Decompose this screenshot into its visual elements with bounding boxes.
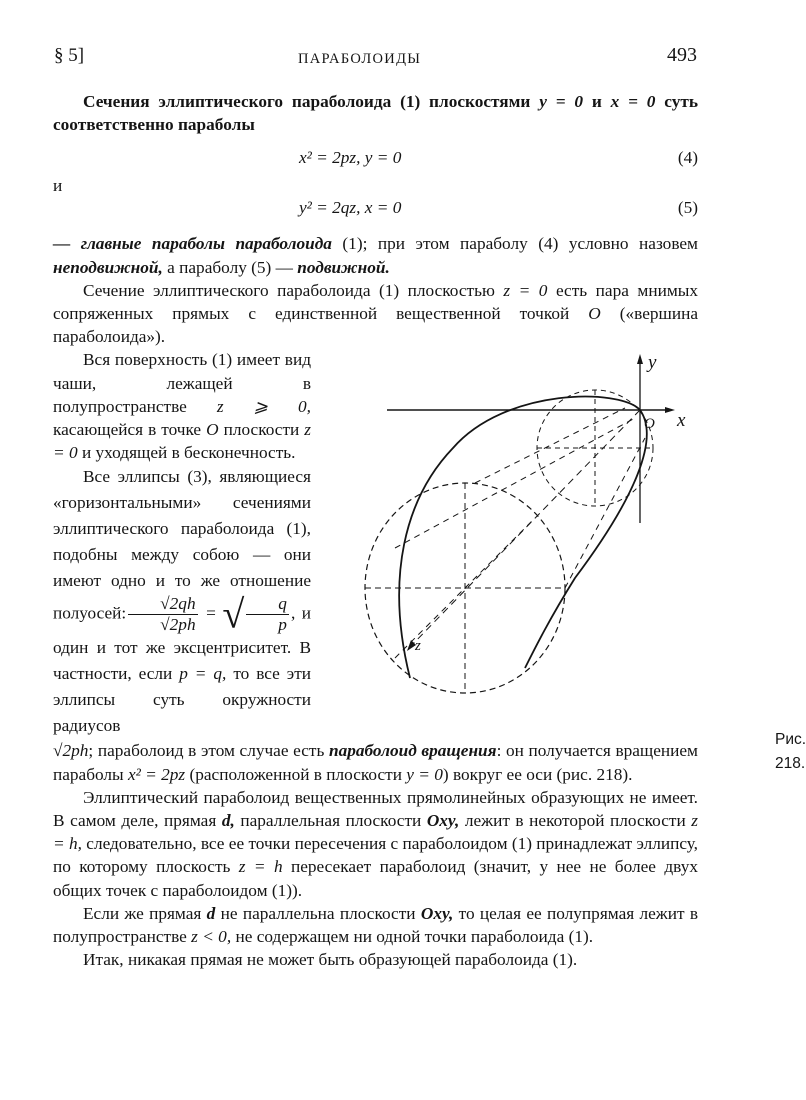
- paragraph-surface: Вся поверхность (1) имеет вид чаши, лежащей в полупространстве z ⩾ 0, касающейся в точке O плоскости z = 0 и уходящей в бесконечность.: [53, 350, 311, 463]
- paraboloid-diagram: [365, 348, 705, 728]
- running-title: ПАРАБОЛОИДЫ: [298, 51, 422, 67]
- section-number: § 5]: [54, 45, 85, 66]
- qp-fraction: $\frac{q}{p}$: [246, 594, 289, 635]
- paragraph-nonparallel: Если же прямая d не параллельна плоскости Oxy, то целая ее полупрямая лежит в полупространстве z < 0, не содержащем ни одной точки параболоида (1).: [53, 903, 698, 947]
- page-body: [53, 90, 806, 971]
- generator-lower: [565, 438, 645, 588]
- equation-5-number: (5): [677, 198, 698, 218]
- paragraph-no-generators: Эллиптический параболоид вещественных прямолинейных образующих не имеет. В самом деле, прямая d, параллельная плоскости Oxy, лежит в некоторой плоскости z = h, следовательно, все ее точки пересечения с параболоидом (1) принадлежат эллипсу, по которому плоскость z = h пересекает параболоид (значит, у нее не более двух общих точек с параболоидом (1)).: [53, 787, 699, 900]
- page-number: 493: [667, 44, 697, 66]
- radius-value: √2ph: [53, 741, 89, 761]
- paraboloid-outline-lower: [525, 410, 647, 668]
- z-axis: [411, 410, 640, 646]
- label-x: x: [677, 410, 686, 432]
- paragraph-ellipses: Все эллипсы (3), являющиеся «горизонтальными» сечениями эллиптического параболоида (1), подобны между собою — они имеют одно и то же отношение полуосей: $\frac{√2qh}{√2ph}$ = √ $\frac{q}{p}$ , и один и тот же эксцентриситет. В частности, если p = q, то все эти эллипсы суть окружности радиусов: [53, 467, 312, 736]
- paragraph-rotation: √2ph; параболоид в этом случае есть параболоид вращения: он получается вращением параболы x² = 2pz (расположенной в плоскости y = 0) вокруг ее оси (рис. 218).: [53, 741, 698, 784]
- equation-4: [53, 136, 698, 182]
- x-axis-arrow: [665, 407, 675, 413]
- figure-caption: Рис. 218.: [775, 731, 806, 772]
- paragraph-conclusion: Итак, никакая прямая не может быть образующей параболоида (1).: [83, 950, 578, 970]
- wrapped-text-column: [53, 348, 311, 739]
- y-axis-arrow: [637, 354, 643, 364]
- paragraph-sections: Сечения эллиптического параболоида (1) плоскостями y = 0 и x = 0 суть соответственно параболы: [53, 92, 698, 135]
- generator-middle: [395, 418, 635, 548]
- figure-218: [365, 348, 806, 778]
- generator-upper: [475, 408, 625, 483]
- equation-5: [53, 186, 698, 232]
- paragraph-main-parabolas: — главные параболы параболоида (1); при этом параболу (4) условно назовем неподвижной, а параболу (5) — подвижной.: [53, 234, 698, 277]
- label-origin: O: [644, 416, 655, 433]
- semiaxes-fraction: $\frac{√2qh}{√2ph}$: [128, 594, 197, 635]
- equation-4-formula: x² = 2pz, y = 0: [299, 148, 402, 168]
- equation-4-number: (4): [677, 148, 698, 168]
- conjunction-and: и: [53, 176, 63, 196]
- label-y: y: [648, 352, 657, 374]
- equation-5-formula: y² = 2qz, x = 0: [299, 198, 402, 218]
- radical-sign: √: [222, 591, 245, 637]
- page-header: [54, 44, 697, 74]
- label-z: z: [415, 638, 421, 655]
- paragraph-section-z0: Сечение эллиптического параболоида (1) плоскостью z = 0 есть пара мнимых сопряженных прямых с единственной вещественной точкой O («вершина параболоида»).: [53, 280, 699, 347]
